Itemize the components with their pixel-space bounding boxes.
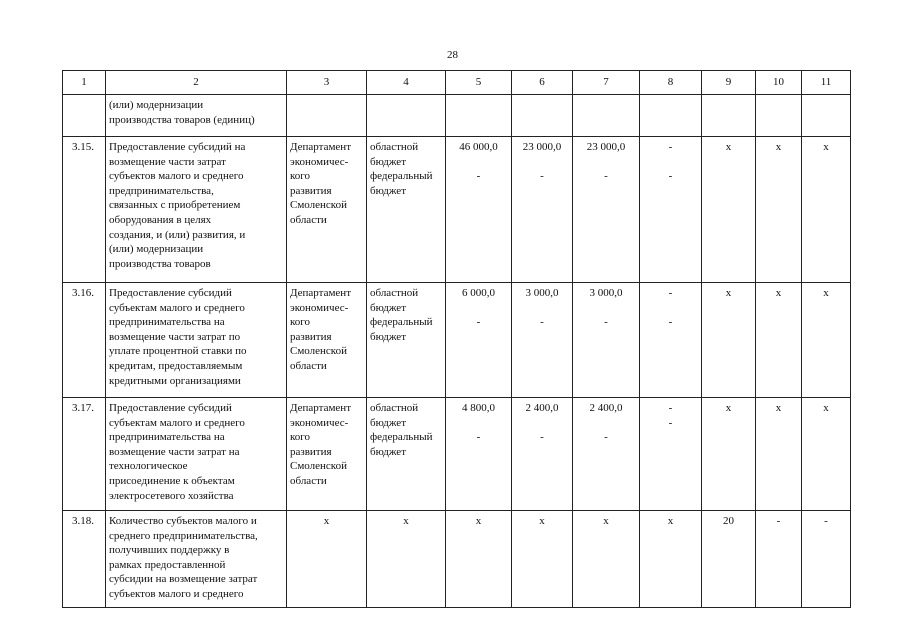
- header-cell: 2: [106, 71, 287, 95]
- row-number: 3.17.: [63, 398, 106, 511]
- row-name: Предоставление субсидий на возмещение части затрат субъектов малого и среднего предпринимательства, связанных с приобретением оборудования в целях создания, и (или) развития, и (или) модернизации производства товаров: [106, 137, 287, 283]
- header-cell: 3: [287, 71, 367, 95]
- row-source: областной бюджет федеральный бюджет: [367, 137, 446, 283]
- row-source: областной бюджет федеральный бюджет: [367, 398, 446, 511]
- row-value-6: 3 000,0 -: [512, 283, 573, 398]
- row-value-6: 23 000,0 -: [512, 137, 573, 283]
- row-value-9: [702, 95, 756, 137]
- row-name: (или) модернизации производства товаров (единиц): [106, 95, 287, 137]
- row-value-8: - -: [640, 398, 702, 511]
- row-value-9: 20: [702, 511, 756, 608]
- row-source: [367, 95, 446, 137]
- row-value-8: - -: [640, 283, 702, 398]
- row-value-9: х: [702, 137, 756, 283]
- row-value-10: х: [756, 283, 802, 398]
- row-source: х: [367, 511, 446, 608]
- row-executor: х: [287, 511, 367, 608]
- row-value-9: х: [702, 283, 756, 398]
- header-cell: 9: [702, 71, 756, 95]
- row-name: Предоставление субсидий субъектам малого и среднего предпринимательства на возмещение части затрат на технологическое присоединение к объектам электросетевого хозяйства: [106, 398, 287, 511]
- row-value-6: х: [512, 511, 573, 608]
- header-cell: 6: [512, 71, 573, 95]
- header-cell: 10: [756, 71, 802, 95]
- row-number: [63, 95, 106, 137]
- row-value-5: х: [446, 511, 512, 608]
- row-value-7: 3 000,0 -: [573, 283, 640, 398]
- header-cell: 7: [573, 71, 640, 95]
- row-value-5: 6 000,0 -: [446, 283, 512, 398]
- row-value-7: [573, 95, 640, 137]
- row-value-6: 2 400,0 -: [512, 398, 573, 511]
- row-value-7: х: [573, 511, 640, 608]
- header-cell: 4: [367, 71, 446, 95]
- row-number: 3.15.: [63, 137, 106, 283]
- row-value-5: [446, 95, 512, 137]
- table-row: [63, 511, 851, 608]
- page-number: 28: [447, 49, 458, 61]
- row-value-8: [640, 95, 702, 137]
- row-value-8: - -: [640, 137, 702, 283]
- row-value-7: 23 000,0 -: [573, 137, 640, 283]
- row-value-9: х: [702, 398, 756, 511]
- table-row: [63, 95, 851, 137]
- row-number: 3.16.: [63, 283, 106, 398]
- row-number: 3.18.: [63, 511, 106, 608]
- row-value-11: -: [802, 511, 851, 608]
- row-executor: Департамент экономичес- кого развития Смоленской области: [287, 398, 367, 511]
- row-executor: Департамент экономичес- кого развития Смоленской области: [287, 283, 367, 398]
- row-value-10: [756, 95, 802, 137]
- row-value-10: х: [756, 398, 802, 511]
- row-value-11: х: [802, 137, 851, 283]
- program-table: [62, 70, 851, 608]
- row-value-10: х: [756, 137, 802, 283]
- row-value-5: 46 000,0 -: [446, 137, 512, 283]
- header-row: [63, 71, 851, 95]
- table-row: [63, 283, 851, 398]
- row-value-11: х: [802, 283, 851, 398]
- table-row: [63, 137, 851, 283]
- header-cell: 5: [446, 71, 512, 95]
- row-value-10: -: [756, 511, 802, 608]
- row-executor: Департамент экономичес- кого развития Смоленской области: [287, 137, 367, 283]
- row-name: Предоставление субсидий субъектам малого и среднего предпринимательства на возмещение части затрат по уплате процентной ставки по кредитам, предоставляемым кредитными организациями: [106, 283, 287, 398]
- row-executor: [287, 95, 367, 137]
- row-value-11: х: [802, 398, 851, 511]
- row-name: Количество субъектов малого и среднего предпринимательства, получивших поддержку в рамках предоставленной субсидии на возмещение затрат субъектов малого и среднего: [106, 511, 287, 608]
- row-value-5: 4 800,0 -: [446, 398, 512, 511]
- header-cell: 11: [802, 71, 851, 95]
- row-source: областной бюджет федеральный бюджет: [367, 283, 446, 398]
- row-value-8: х: [640, 511, 702, 608]
- row-value-6: [512, 95, 573, 137]
- row-value-11: [802, 95, 851, 137]
- row-value-7: 2 400,0 -: [573, 398, 640, 511]
- header-cell: 1: [63, 71, 106, 95]
- header-cell: 8: [640, 71, 702, 95]
- table-row: [63, 398, 851, 511]
